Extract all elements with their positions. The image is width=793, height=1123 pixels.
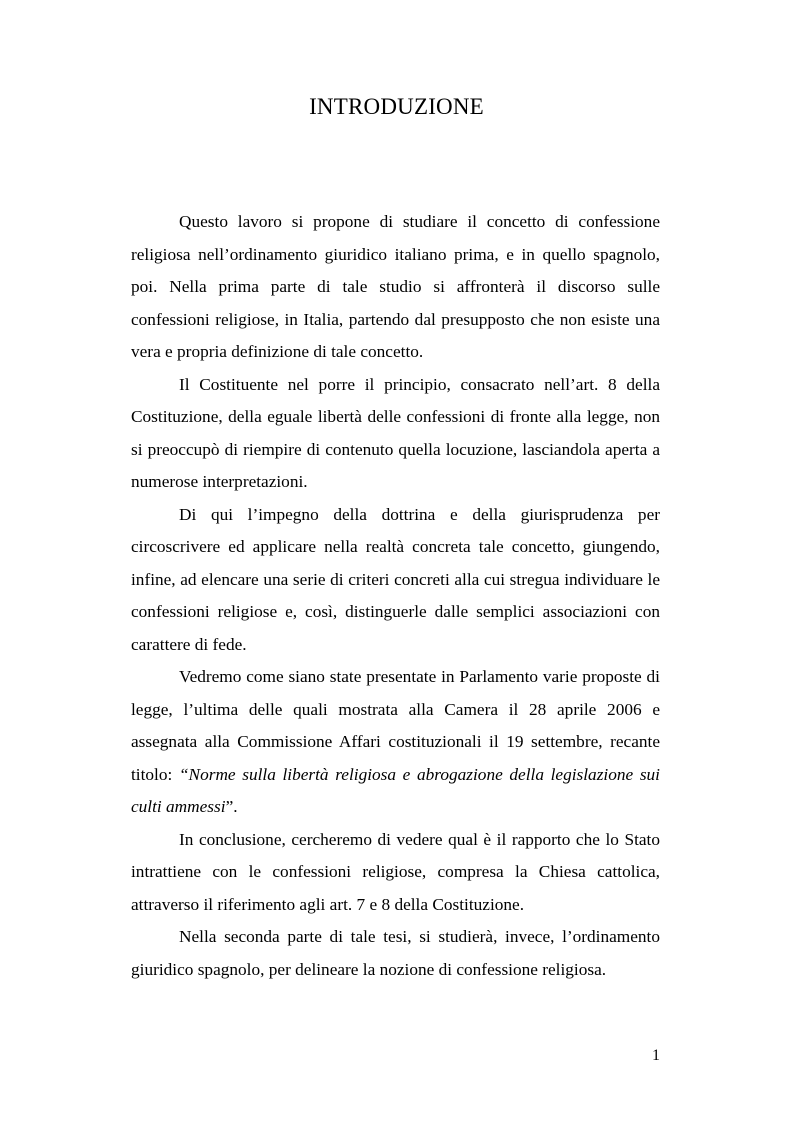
bill-title-italic: “Norme sulla libertà religiosa e abrogazione della legislazione sui culti ammessi [131, 764, 660, 816]
paragraph-1: Questo lavoro si propone di studiare il concetto di confessione religiosa nell’ordinamento giuridico italiano prima, e in quello spagnolo, poi. Nella prima parte di tale studio si affronterà il discorso sulle confessioni religiose, in Italia, partendo dal presupposto che non esiste una vera e propria definizione di tale concetto. [131, 212, 660, 361]
paragraph-4-text: Vedremo come siano state presentate in Parlamento varie proposte di legge, l’ultima delle quali mostrata alla Camera il 28 aprile 2006 e assegnata alla Commissione Affari costituzionali il 19 settembre, recante titolo: [131, 667, 660, 784]
paragraph-2: Il Costituente nel porre il principio, consacrato nell’art. 8 della Costituzione, della eguale libertà delle confessioni di fronte alla legge, non si preoccupò di riempire di contenuto quella locuzione, lasciandola aperta a numerose interpretazioni. [131, 374, 660, 491]
paragraph-5: In conclusione, cercheremo di vedere qual è il rapporto che lo Stato intrattiene con le confessioni religiose, compresa la Chiesa cattolica, attraverso il riferimento agli art. 7 e 8 della Costituzione. [131, 829, 660, 914]
paragraph-6: Nella seconda parte di tale tesi, si studierà, invece, l’ordinamento giuridico spagnolo, per delineare la nozione di confessione religiosa. [131, 927, 660, 979]
paragraph-4-closing: ”. [225, 797, 238, 816]
body-text [131, 206, 660, 986]
page-number: 1 [652, 1047, 660, 1064]
page-title: INTRODUZIONE [309, 94, 484, 119]
paragraph-4 [131, 661, 660, 824]
paragraph-3: Di qui l’impegno della dottrina e della giurisprudenza per circoscrivere ed applicare nella realtà concreta tale concetto, giungendo, infine, ad elencare una serie di criteri concreti alla cui stregua individuare le confessioni religiose e, così, distinguerle dalle semplici associazioni con carattere di fede. [131, 504, 660, 654]
